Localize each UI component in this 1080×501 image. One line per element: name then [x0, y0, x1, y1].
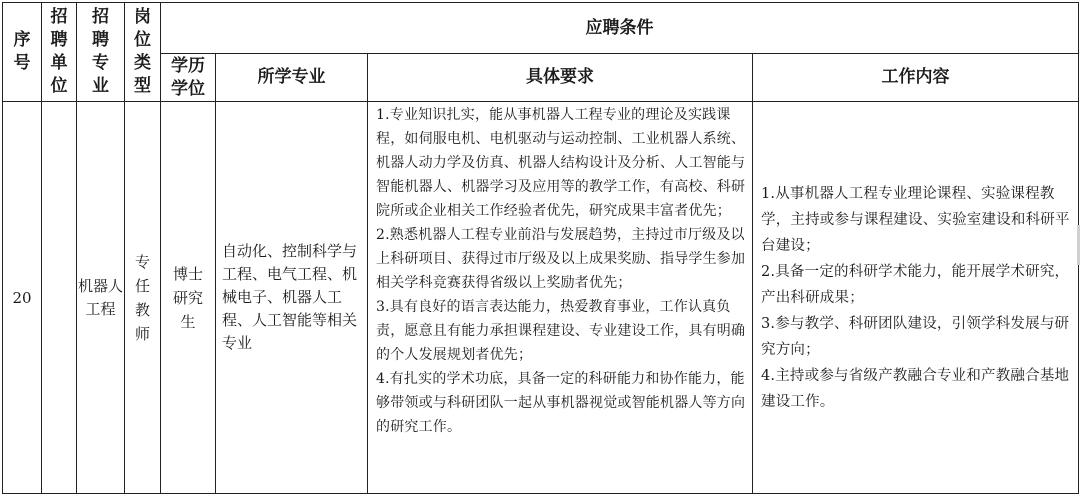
job-content-item: 2.具备一定的科研学术能力，能开展学术研究，产出科研成果；: [761, 263, 1070, 306]
recruitment-table: [2, 2, 1079, 494]
requirement-item: 3.具有良好的语言表达能力，热爱教育事业，工作认真负责，愿意且有能力承担课程建设、专业建设工作，具有明确的个人发展规划者优先；: [376, 299, 746, 363]
cell-requirements: [368, 102, 753, 494]
header-major: [77, 3, 125, 102]
job-content-item: 4.主持或参与省级产教融合专业和产教融合基地建设工作。: [761, 367, 1070, 410]
cell-degree-text: 博士研究生: [173, 264, 204, 331]
job-content-item: 3.参与教学、科研团队建设，引领学科发展与研究方向；: [761, 315, 1070, 358]
header-unit: [42, 3, 77, 102]
header-job-content-text: 工作内容: [881, 67, 950, 87]
header-unit-text: 招聘单位: [50, 7, 68, 96]
cell-degree: [161, 102, 216, 494]
header-post-type-text: 岗位类型: [134, 7, 151, 96]
cell-post-type-text: 专任教师: [135, 252, 151, 343]
job-content-item: 1.从事机器人工程专业理论课程、实验课程教学，主持或参与课程建设、实验室建设和科研平台建设；: [761, 185, 1070, 254]
cell-seq: 20: [3, 102, 42, 494]
header-requirements-text: 具体要求: [526, 67, 594, 87]
header-conditions-text: 应聘条件: [585, 17, 654, 38]
header-degree-text: 学历学位: [171, 55, 205, 99]
cell-post-type: [125, 102, 161, 494]
requirement-item: 2.熟悉机器人工程专业前沿与发展趋势，主持过市厅级及以上科研项目、获得过市厅级及以上成果奖励、指导学生参加相关学科竞赛获得省级以上奖励者优先；: [376, 227, 746, 291]
requirement-item: 4.有扎实的学术功底，具备一定的科研能力和协作能力，能够带领或与科研团队一起从事机器视觉或智能机器人等方向的研究工作。: [376, 371, 746, 435]
header-major-text: 招聘专业: [92, 7, 109, 96]
header-seq-text: 序号: [13, 30, 31, 73]
header-job-content: [753, 54, 1079, 102]
table-row: [3, 102, 1079, 494]
cell-major: [77, 102, 125, 494]
header-seq: [3, 3, 42, 102]
cell-major-text: 机器人工程: [78, 276, 124, 318]
header-studied-major: [216, 54, 368, 102]
cell-studied-major: 自动化、控制科学与工程、电气工程、机械电子、机器人工程、人工智能等相关专业: [216, 102, 368, 494]
header-post-type: [125, 3, 161, 102]
header-conditions: [161, 3, 1079, 54]
requirement-item: 1.专业知识扎实，能从事机器人工程专业的理论及实践课程，如伺服电机、电机驱动与运动控制、工业机器人系统、机器人动力学及仿真、机器人结构设计及分析、人工智能与智能机器人、机器学习及应用等的教学工作，有高校、科研院所或企业相关工作经验者优先，研究成果丰富者优先；: [376, 107, 746, 219]
header-requirements: [368, 54, 753, 102]
header-degree: [161, 54, 216, 102]
cell-unit: [42, 102, 77, 494]
cell-job-content: [753, 102, 1079, 494]
header-studied-major-text: 所学专业: [257, 67, 326, 87]
